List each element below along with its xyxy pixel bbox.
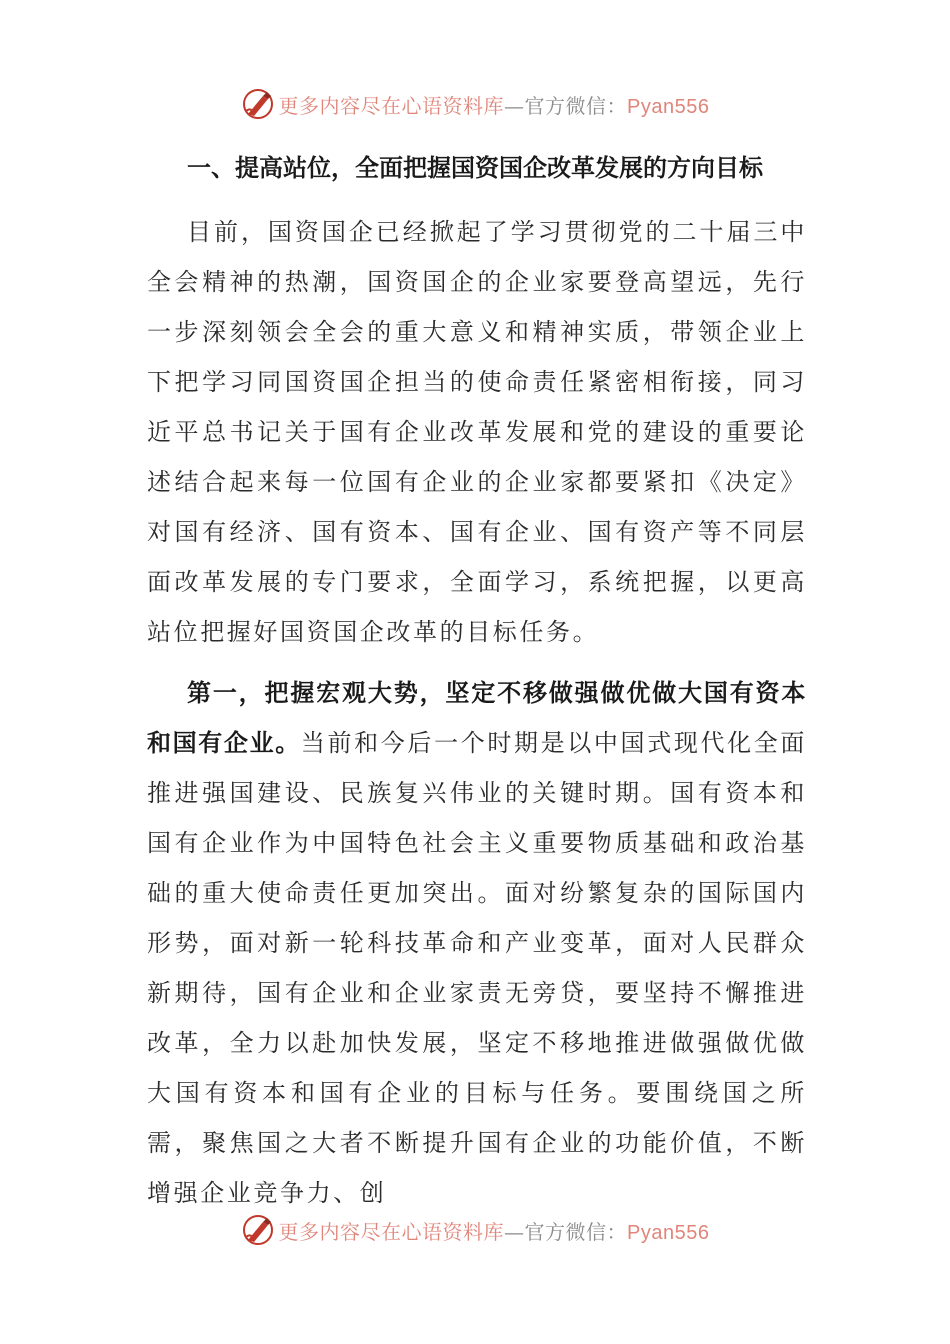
body-paragraph-1: 目前，国资国企已经掀起了学习贯彻党的二十届三中全会精神的热潮，国资国企的企业家要登高望远，先行一步深刻领会全会的重大意义和精神实质，带领企业上下把学习同国资国企担当的使命责任紧密相衔接，同习近平总书记关于国有企业改革发展和党的建设的重要论述结合起来每一位国有企业的企业家都要紧扣《决定》对国有经济、国有资本、国有企业、国有资产等不同层面改革发展的专门要求，全面学习，系统把握，以更高站位把握好国资国企改革的目标任务。 — [147, 218, 807, 646]
section-heading: 一、提高站位，全面把握国资国企改革发展的方向目标 — [187, 154, 763, 182]
watermark-brand: 更多内容尽在心语资料库 — [278, 1219, 505, 1244]
watermark-text — [279, 90, 710, 119]
paragraph-body-text: 当前和今后一个时期是以中国式现代化全面推进强国建设、民族复兴伟业的关键时期。国有资本和国有企业作为中国特色社会主义重要物质基础和政治基础的重大使命责任更加突出。面对纷繁复杂的国际国内形势，面对新一轮科技革命和产业变革，面对人民群众新期待，国有企业和企业家责无旁贷，要坚持不懈推进改革，全力以赴加快发展，坚定不移地推进做强做优做大国有资本和国有企业的目标与任务。要围绕国之所需，聚焦国之大者不断提升国有企业的功能价值，不断增强企业竞争力、创 — [147, 729, 807, 1207]
pen-nib-logo-icon — [241, 1213, 275, 1247]
pen-nib-logo-icon — [241, 87, 275, 121]
watermark-text — [279, 1216, 710, 1245]
watermark-brand: 更多内容尽在心语资料库 — [278, 93, 505, 118]
header-watermark-banner — [0, 84, 950, 124]
watermark-contact-label: 官方微信： — [524, 93, 628, 118]
watermark-contact-label: 官方微信： — [524, 1219, 628, 1244]
watermark-dash: — — [504, 93, 525, 118]
watermark-contact-id: Pyan556 — [627, 1221, 710, 1244]
paragraph-lead-sentence: 第一，把握宏观大势，坚定不移做强做优做大国有资本和国有企业。 — [147, 679, 807, 757]
footer-watermark-banner — [0, 1210, 950, 1250]
body-paragraph-2 — [147, 668, 807, 1218]
watermark-dash: — — [504, 1219, 525, 1244]
watermark-contact-id: Pyan556 — [627, 95, 710, 118]
